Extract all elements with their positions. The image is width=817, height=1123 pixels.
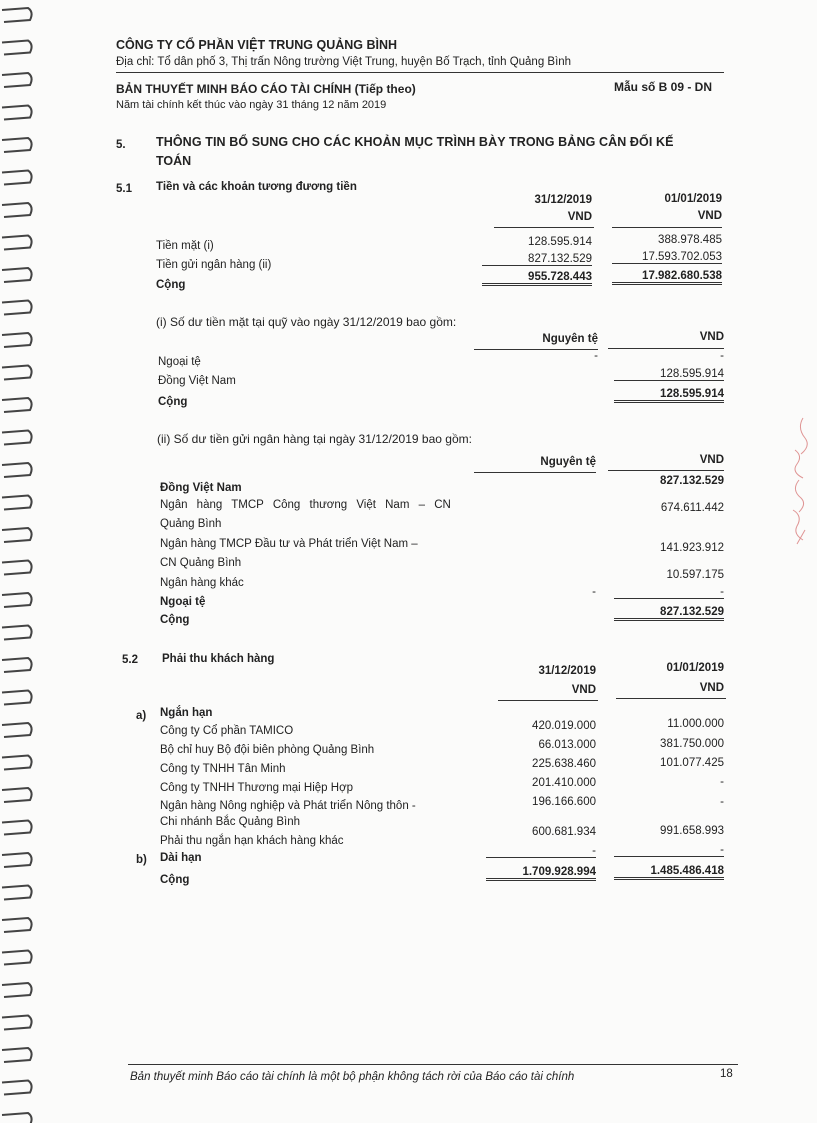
binding-ring — [2, 983, 32, 997]
row-value: - — [720, 350, 724, 362]
bank-label-cont: Quảng Bình — [160, 518, 222, 530]
row-value: 196.166.600 — [532, 796, 596, 808]
binding-ring — [2, 1016, 32, 1030]
row-value: - — [720, 776, 724, 788]
row-value: - — [594, 350, 598, 362]
column-date-1: 31/12/2019 — [534, 194, 592, 206]
group-value: - — [614, 586, 724, 599]
row-value: 66.013.000 — [538, 739, 596, 751]
col-foreign-currency: Nguyên tệ — [542, 333, 598, 345]
total-label: Cộng — [156, 279, 186, 291]
fiscal-year: Năm tài chính kết thúc vào ngày 31 tháng 12 năm 2019 — [116, 99, 387, 111]
bank-label: Ngân hàng TMCP Công thương Việt Nam – CN — [160, 499, 451, 511]
column-date-1: 31/12/2019 — [538, 665, 596, 677]
binding-ring — [2, 73, 32, 87]
binding-ring — [2, 853, 32, 867]
column-rule-1 — [498, 700, 598, 701]
binding-ring — [2, 333, 32, 347]
group-marker: a) — [136, 710, 147, 722]
binding-ring — [2, 918, 32, 932]
row-label: Phải thu ngắn hạn khách hàng khác — [160, 835, 344, 847]
column-rule — [608, 470, 724, 471]
row-label: Tiền gửi ngân hàng (ii) — [156, 259, 272, 271]
total-value: 17.982.680.538 — [612, 270, 722, 285]
subsection-title: Tiền và các khoản tương đương tiền — [156, 181, 357, 193]
bank-value: 141.923.912 — [660, 542, 724, 554]
binding-ring — [2, 658, 32, 672]
spiral-binding — [0, 0, 40, 1123]
group-marker: b) — [136, 854, 147, 866]
col-foreign-currency: Nguyên tệ — [540, 456, 596, 468]
binding-ring — [2, 236, 32, 250]
row-value: 128.595.914 — [528, 236, 592, 248]
group-value: 827.132.529 — [660, 475, 724, 487]
bank-note-intro: (ii) Số dư tiền gửi ngân hàng tại ngày 31/12/2019 bao gồm: — [157, 432, 472, 446]
group-label: Ngắn hạn — [160, 707, 213, 719]
total-value: 1.709.928.994 — [486, 866, 596, 881]
binding-ring — [2, 691, 32, 705]
subsection-number: 5.2 — [122, 654, 138, 666]
footer-note: Bản thuyết minh Báo cáo tài chính là một bộ phận không tách rời của Báo cáo tài chính — [130, 1071, 575, 1083]
col-vnd: VND — [699, 454, 724, 466]
bank-label-cont: CN Quảng Bình — [160, 557, 242, 569]
binding-ring — [2, 821, 32, 835]
binding-ring — [2, 593, 32, 607]
row-value: - — [720, 796, 724, 808]
binding-ring — [2, 528, 32, 542]
binding-ring — [2, 171, 32, 185]
cash-note-intro: (i) Số dư tiền mặt tại quỹ vào ngày 31/12/2019 bao gồm: — [156, 315, 457, 329]
footer-rule — [128, 1064, 738, 1065]
column-date-2: 01/01/2019 — [664, 193, 722, 205]
column-unit-2: VND — [697, 210, 722, 222]
bank-value: 10.597.175 — [666, 569, 724, 581]
binding-ring — [2, 8, 32, 22]
total-label: Cộng — [158, 396, 188, 408]
report-title: BẢN THUYẾT MINH BÁO CÁO TÀI CHÍNH (Tiếp theo) — [116, 82, 416, 96]
section-title-line2: TOÁN — [156, 154, 192, 168]
total-label: Cộng — [160, 614, 190, 626]
binding-ring — [2, 431, 32, 445]
column-unit-2: VND — [699, 682, 724, 694]
subsection-title: Phải thu khách hàng — [162, 653, 275, 665]
row-label: Công ty TNHH Thương mại Hiệp Hợp — [160, 782, 354, 794]
binding-ring — [2, 626, 32, 640]
group-value: - — [592, 586, 596, 598]
binding-ring — [2, 496, 32, 510]
column-rule-2 — [612, 227, 722, 228]
row-value: 128.595.914 — [614, 368, 724, 381]
row-label: Ngoại tệ — [158, 356, 201, 368]
form-number: Mẫu số B 09 - DN — [614, 80, 713, 94]
row-value: 225.638.460 — [532, 758, 596, 770]
column-rule — [608, 348, 724, 349]
row-value: - — [486, 845, 596, 858]
binding-ring — [2, 723, 32, 737]
binding-ring — [2, 203, 32, 217]
row-value: 11.000.000 — [667, 718, 724, 730]
stamp-mark — [785, 410, 815, 560]
row-value: 17.593.702.053 — [612, 251, 722, 264]
total-value: 955.728.443 — [482, 271, 592, 286]
binding-ring — [2, 268, 32, 282]
column-unit-1: VND — [567, 211, 592, 223]
group-label: Dài hạn — [160, 852, 202, 864]
total-value: 128.595.914 — [614, 388, 724, 403]
binding-ring — [2, 1081, 32, 1095]
row-value: 991.658.993 — [660, 825, 724, 837]
binding-ring — [2, 398, 32, 412]
page-number: 18 — [720, 1068, 733, 1080]
row-label: Ngân hàng Nông nghiệp và Phát triển Nông thôn - — [160, 800, 416, 812]
binding-ring — [2, 301, 32, 315]
binding-ring — [2, 951, 32, 965]
row-label: Đồng Việt Nam — [158, 375, 236, 387]
bank-label: Ngân hàng TMCP Đầu tư và Phát triển Việt Nam – — [160, 538, 418, 550]
section-number: 5. — [116, 139, 126, 151]
row-label: Bộ chỉ huy Bộ đội biên phòng Quảng Bình — [160, 744, 375, 756]
col-vnd: VND — [699, 331, 724, 343]
row-label: Công ty Cổ phần TAMICO — [160, 725, 294, 737]
row-value: 600.681.934 — [532, 826, 596, 838]
column-rule-2 — [616, 698, 726, 699]
column-date-2: 01/01/2019 — [666, 662, 724, 674]
binding-ring — [2, 1048, 32, 1062]
group-label: Đồng Việt Nam — [160, 482, 242, 494]
binding-ring — [2, 788, 32, 802]
row-value: 420.019.000 — [532, 720, 596, 732]
section-title-line1: THÔNG TIN BỔ SUNG CHO CÁC KHOẢN MỤC TRÌNH BÀY TRONG BẢNG CÂN ĐỐI KẾ — [156, 135, 674, 149]
group-label: Ngoại tệ — [160, 596, 206, 608]
binding-ring — [2, 1113, 32, 1123]
binding-ring — [2, 138, 32, 152]
row-value: 381.750.000 — [660, 738, 724, 750]
row-value: 388.978.485 — [658, 234, 722, 246]
row-value: 201.410.000 — [532, 777, 596, 789]
row-value: - — [614, 844, 724, 857]
row-label-cont: Chi nhánh Bắc Quảng Bình — [160, 816, 301, 828]
binding-ring — [2, 561, 32, 575]
total-value: 827.132.529 — [614, 606, 724, 621]
binding-ring — [2, 366, 32, 380]
binding-ring — [2, 463, 32, 477]
bank-value: 674.611.442 — [660, 502, 724, 514]
company-name: CÔNG TY CỔ PHẦN VIỆT TRUNG QUẢNG BÌNH — [116, 38, 398, 52]
row-label: Công ty TNHH Tân Minh — [160, 763, 286, 775]
row-value: 827.132.529 — [482, 253, 592, 266]
column-unit-1: VND — [571, 684, 596, 696]
bank-label: Ngân hàng khác — [160, 577, 244, 589]
row-label: Tiền mặt (i) — [156, 240, 214, 252]
subsection-number: 5.1 — [116, 183, 132, 195]
row-value: 101.077.425 — [660, 757, 724, 769]
binding-ring — [2, 106, 32, 120]
company-address: Địa chỉ: Tổ dân phố 3, Thị trấn Nông trường Việt Trung, huyện Bố Trạch, tỉnh Quảng Bình — [116, 56, 572, 68]
header-rule — [116, 72, 724, 73]
column-rule-1 — [494, 227, 594, 228]
binding-ring — [2, 886, 32, 900]
binding-ring — [2, 756, 32, 770]
total-label: Cộng — [160, 874, 190, 886]
column-rule — [474, 472, 596, 473]
total-value: 1.485.486.418 — [614, 865, 724, 880]
binding-ring — [2, 41, 32, 55]
